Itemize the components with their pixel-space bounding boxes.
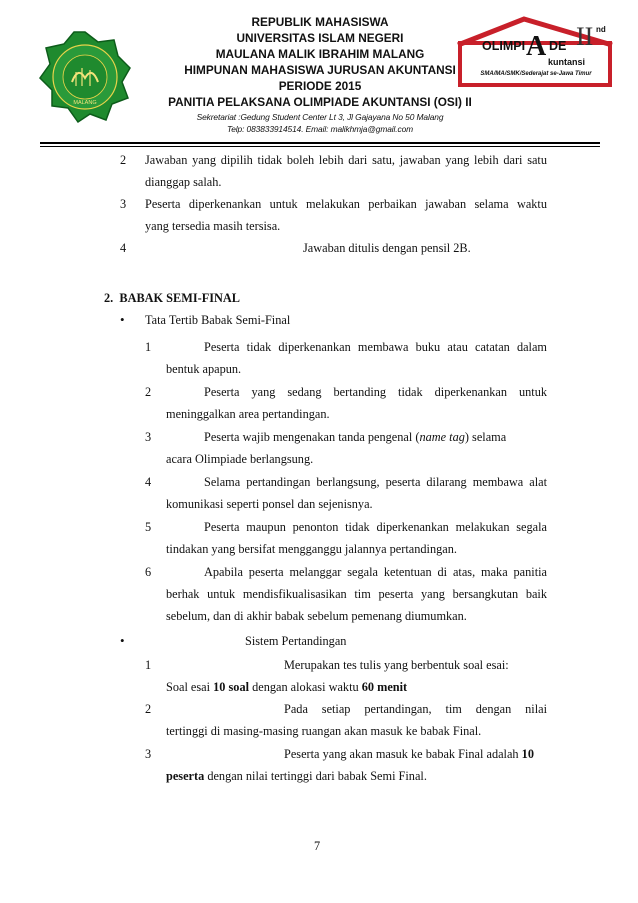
system-text-bold: peserta bbox=[166, 769, 205, 783]
list-item-number: 4 bbox=[120, 241, 127, 255]
system-text-bold: 10 soal bbox=[213, 680, 250, 694]
logo-roman-numeral: II bbox=[576, 22, 594, 51]
system-text-bold: 10 bbox=[521, 747, 534, 761]
rule-number: 4 bbox=[145, 475, 152, 489]
header-line-5: PERIODE 2015 bbox=[278, 79, 362, 93]
header-line-1: REPUBLIK MAHASISWA bbox=[251, 15, 389, 29]
rule-number: 6 bbox=[145, 565, 152, 579]
logo-caption: MALANG bbox=[73, 100, 97, 106]
list-item-text-cont: yang tersedia masih tersisa. bbox=[145, 219, 281, 233]
header-contact: Telp: 083833914514. Email: malikhmja@gmail.com bbox=[226, 124, 414, 134]
list-item-text: Jawaban ditulis dengan pensil 2B. bbox=[303, 241, 471, 255]
rule-text: Selama pertandingan berlangsung, peserta dilarang membawa alat bbox=[204, 475, 547, 489]
system-text-part: dengan alokasi waktu bbox=[249, 680, 362, 694]
logo-tagline: SMA/MA/SMK/Sederajat se-Jawa Timur bbox=[480, 71, 592, 77]
header-divider-thin bbox=[40, 146, 600, 147]
rule-text: Peserta tidak diperkenankan membawa buku atau catatan dalam bbox=[204, 340, 547, 354]
rule-text-cont: acara Olimpiade berlangsung. bbox=[166, 452, 314, 466]
rule-text: Apabila peserta melanggar segala ketentuan di atas, maka panitia bbox=[204, 565, 547, 579]
system-number: 1 bbox=[145, 658, 152, 672]
bullet-label: Sistem Pertandingan bbox=[245, 634, 347, 648]
header-line-2: UNIVERSITAS ISLAM NEGERI bbox=[236, 31, 404, 45]
rule-text-cont: sebelum, dan di akhir babak sebelum pemenang diumumkan. bbox=[166, 609, 467, 623]
rule-number: 5 bbox=[145, 520, 152, 534]
logo-subword: kuntansi bbox=[548, 57, 586, 67]
rule-text-cont: tindakan yang bersifat mengganggu jalannya pertandingan. bbox=[166, 542, 457, 556]
system-number: 2 bbox=[145, 702, 152, 716]
bullet-icon: • bbox=[120, 312, 125, 327]
rule-text-part: ) selama bbox=[464, 430, 507, 444]
header-line-4: HIMPUNAN MAHASISWA JURUSAN AKUNTANSI bbox=[184, 63, 456, 77]
system-text-bold: 60 menit bbox=[361, 680, 408, 694]
logo-superscript: nd bbox=[596, 25, 606, 34]
system-text-cont bbox=[166, 765, 427, 787]
header-line-6: PANITIA PELAKSANA OLIMPIADE AKUNTANSI (OSI) II bbox=[168, 95, 472, 109]
bullet-label: Tata Tertib Babak Semi-Final bbox=[145, 313, 291, 327]
header-address: Sekretariat :Gedung Student Center Lt 3, Jl Gajayana No 50 Malang bbox=[196, 112, 444, 122]
rule-text-cont: komunikasi seperti ponsel dan sejenisnya. bbox=[166, 497, 373, 511]
system-number: 3 bbox=[145, 747, 152, 761]
system-text-cont: tertinggi di masing-masing ruangan akan masuk ke babak Final. bbox=[166, 724, 482, 738]
list-item-text-cont: dianggap salah. bbox=[145, 175, 222, 189]
list-item-number: 2 bbox=[120, 153, 127, 167]
logo-letter-a: A bbox=[526, 31, 547, 62]
list-item-number: 3 bbox=[120, 197, 127, 211]
system-text bbox=[284, 743, 534, 765]
rule-text-cont: bentuk apapun. bbox=[166, 362, 242, 376]
logo-word-de: DE bbox=[549, 39, 567, 53]
rule-text-cont: meninggalkan area pertandingan. bbox=[166, 407, 330, 421]
list-item-text: Peserta diperkenankan untuk melakukan perbaikan jawaban selama waktu bbox=[145, 197, 547, 211]
rule-text bbox=[204, 426, 547, 448]
header-divider-thick bbox=[40, 142, 600, 144]
page-number: 7 bbox=[314, 839, 321, 853]
section-heading: 2. BABAK SEMI-FINAL bbox=[104, 291, 240, 305]
rule-text: Peserta maupun penonton tidak diperkenankan melakukan segala bbox=[204, 520, 547, 534]
rule-text-cont: berhak untuk mendisfikualisasikan tim peserta yang bersangkutan baik bbox=[166, 587, 547, 601]
list-item-text: Jawaban yang dipilih tidak boleh lebih dari satu, jawaban yang lebih dari satu bbox=[145, 153, 547, 167]
rule-text-italic: name tag bbox=[419, 430, 465, 444]
logo-word-olimpi: OLIMPI bbox=[482, 39, 526, 53]
rule-number: 1 bbox=[145, 340, 152, 354]
system-text: Merupakan tes tulis yang berbentuk soal esai: bbox=[284, 658, 509, 672]
rule-text-part: Peserta wajib mengenakan tanda pengenal ( bbox=[204, 430, 420, 444]
bullet-icon: • bbox=[120, 633, 125, 648]
system-text-cont bbox=[166, 676, 407, 698]
header-line-3: MAULANA MALIK IBRAHIM MALANG bbox=[215, 47, 425, 61]
rule-text: Peserta yang sedang bertanding tidak diperkenankan untuk bbox=[204, 385, 547, 399]
system-text: Pada setiap pertandingan, tim dengan nilai bbox=[284, 702, 547, 716]
system-text-part: Soal esai bbox=[166, 680, 214, 694]
rule-number: 2 bbox=[145, 385, 152, 399]
system-text-part: Peserta yang akan masuk ke babak Final adalah bbox=[284, 747, 522, 761]
rule-number: 3 bbox=[145, 430, 152, 444]
system-text-part: dengan nilai tertinggi dari babak Semi Final. bbox=[204, 769, 427, 783]
